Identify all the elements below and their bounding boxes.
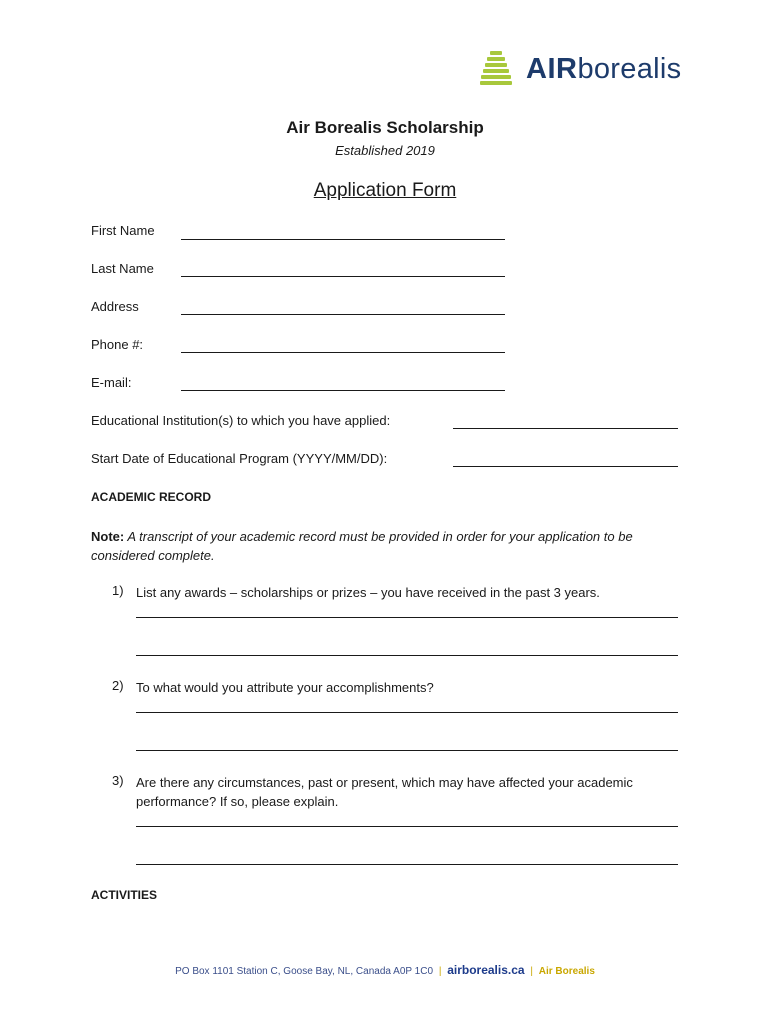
question-1-number: 1) (112, 583, 124, 598)
footer-address: PO Box 1101 Station C, Goose Bay, NL, Canada A0P 1C0 (175, 966, 434, 977)
footer (0, 963, 770, 977)
start-date-field[interactable] (453, 466, 678, 467)
address-label: Address (91, 299, 139, 314)
institution-label: Educational Institution(s) to which you have applied: (91, 413, 391, 428)
address-field[interactable] (181, 314, 505, 315)
footer-separator: | (438, 966, 442, 977)
email-label: E-mail: (91, 375, 132, 390)
first-name-label: First Name (91, 223, 155, 238)
activities-heading: ACTIVITIES (91, 888, 158, 902)
question-3-answer-line-2[interactable] (136, 864, 678, 865)
footer-brand: Air Borealis (538, 966, 595, 977)
question-2-number: 2) (112, 678, 124, 693)
logo-borealis: borealis (577, 53, 682, 85)
institution-field[interactable] (453, 428, 678, 429)
note-label: Note: (91, 529, 125, 544)
question-3-text: Are there any circumstances, past or present, which may have affected your academic performance? If so, please explain. (136, 775, 633, 809)
academic-record-heading: ACADEMIC RECORD (91, 490, 211, 504)
aurora-stack-icon (480, 50, 520, 88)
footer-separator: | (530, 966, 533, 977)
phone-label: Phone #: (91, 337, 144, 352)
question-2-answer-line-2[interactable] (136, 750, 678, 751)
page-title: Air Borealis Scholarship (286, 118, 484, 137)
air-borealis-logo (480, 50, 680, 90)
question-3-number: 3) (112, 773, 124, 788)
question-1-answer-line-1[interactable] (136, 617, 678, 618)
note-text: A transcript of your academic record must be provided in order for your application to be considered complete. (91, 529, 633, 563)
academic-note (91, 527, 691, 565)
established-subtitle: Established 2019 (335, 143, 435, 158)
logo-wordmark (526, 51, 681, 87)
email-field[interactable] (181, 390, 505, 391)
first-name-field[interactable] (181, 239, 505, 240)
question-1-answer-line-2[interactable] (136, 655, 678, 656)
logo-air: AIR (526, 53, 578, 85)
question-3-answer-line-1[interactable] (136, 826, 678, 827)
last-name-label: Last Name (91, 261, 154, 276)
question-2-answer-line-1[interactable] (136, 712, 678, 713)
question-2-text: To what would you attribute your accomplishments? (136, 680, 434, 695)
phone-field[interactable] (181, 352, 505, 353)
last-name-field[interactable] (181, 276, 505, 277)
start-date-label: Start Date of Educational Program (YYYY/MM/DD): (91, 451, 388, 466)
question-1-text: List any awards – scholarships or prizes – you have received in the past 3 years. (136, 585, 600, 600)
form-title: Application Form (313, 180, 457, 201)
footer-website-link[interactable]: airborealis.ca (447, 963, 525, 977)
